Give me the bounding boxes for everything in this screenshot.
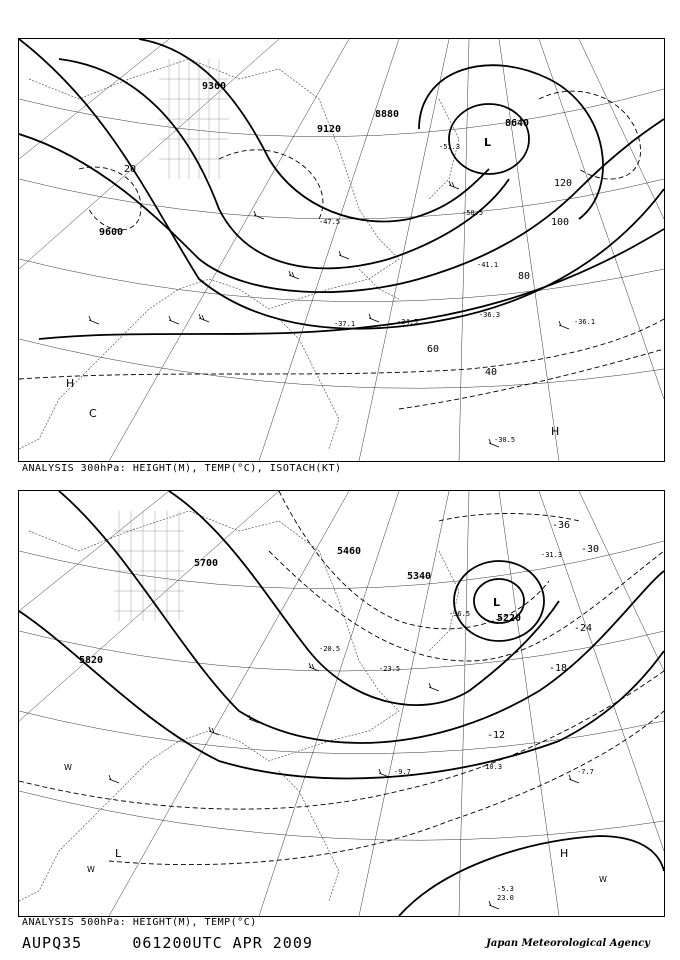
chart-500hpa-caption: ANALYSIS 500hPa: HEIGHT(M), TEMP(°C) [22, 917, 257, 928]
warm-center-marker: W [599, 875, 607, 884]
product-header [22, 934, 313, 952]
isotherm-label-30: -30 [581, 544, 600, 555]
isotherm-label-36: -36 [552, 520, 571, 531]
temp-value: -50.5 [462, 209, 484, 217]
cold-center-marker: C [89, 407, 97, 420]
temp-value: -47.5 [319, 218, 341, 226]
low-center-marker: L [115, 847, 122, 860]
height-contours [19, 39, 664, 339]
warm-center-marker: W [87, 865, 95, 874]
isotach-label-100: 100 [551, 217, 570, 228]
high-center-marker: H [551, 425, 560, 438]
temp-value: -51.3 [439, 143, 461, 151]
isotherm-label-18: -18 [549, 663, 568, 674]
height-label-5460: 5460 [337, 546, 362, 557]
height-label-8640: 8640 [505, 118, 530, 129]
temp-value: -41.1 [477, 261, 499, 269]
moisture-hatch [114, 511, 184, 621]
isotachs [19, 91, 664, 409]
warm-center-marker: W [64, 763, 72, 772]
height-label-9120: 9120 [317, 124, 342, 135]
temp-value: -34.5 [397, 318, 419, 326]
height-label-9360: 9360 [202, 81, 227, 92]
isotherm-label-24: -24 [574, 623, 593, 634]
low-center-marker: L [493, 596, 501, 609]
isotach-label-40: 40 [485, 367, 498, 378]
product-code: AUPQ35 [22, 934, 83, 952]
height-label-9600: 9600 [99, 227, 124, 238]
station-value: -31.3 [541, 551, 563, 559]
graticule [19, 39, 664, 461]
isotach-label-20: 20 [124, 164, 137, 175]
station-value: -10.3 [481, 763, 503, 771]
height-label-5340: 5340 [407, 571, 432, 582]
isotherm-label-12: -12 [487, 730, 506, 741]
high-center-marker: H [560, 847, 569, 860]
chart-300hpa [18, 38, 665, 462]
temp-value: -36.1 [574, 318, 596, 326]
temp-value: -37.1 [334, 320, 356, 328]
height-label-8880: 8880 [375, 109, 400, 120]
station-value: -7.7 [577, 768, 594, 776]
station-value: -23.5 [379, 665, 401, 673]
temp-value: -30.5 [494, 436, 516, 444]
station-value: 23.0 [497, 894, 514, 902]
station-value: -5.3 [497, 885, 514, 893]
height-label-5820: 5820 [79, 655, 104, 666]
low-center-marker: L [484, 136, 492, 149]
station-value: -20.5 [319, 645, 341, 653]
issuer-label: Japan Meteorological Agency [486, 938, 650, 949]
chart-500hpa-map [19, 491, 664, 916]
chart-500hpa [18, 490, 665, 917]
height-label-5700: 5700 [194, 558, 219, 569]
isotach-label-80: 80 [518, 271, 531, 282]
temp-value: -36.3 [479, 311, 501, 319]
coastline [19, 511, 459, 901]
height-label-5220: 5220 [497, 613, 522, 624]
station-value: -36.5 [449, 610, 471, 618]
chart-300hpa-map [19, 39, 664, 461]
isotach-label-120: 120 [554, 178, 573, 189]
wind-barbs [109, 663, 579, 909]
chart-300hpa-caption: ANALYSIS 300hPa: HEIGHT(M), TEMP(°C), ISOTACH(KT) [22, 463, 342, 474]
station-value: -9.7 [394, 768, 411, 776]
valid-time: 061200UTC APR 2009 [132, 934, 313, 952]
isotach-label-60: 60 [427, 344, 440, 355]
high-center-marker: H [66, 377, 75, 390]
